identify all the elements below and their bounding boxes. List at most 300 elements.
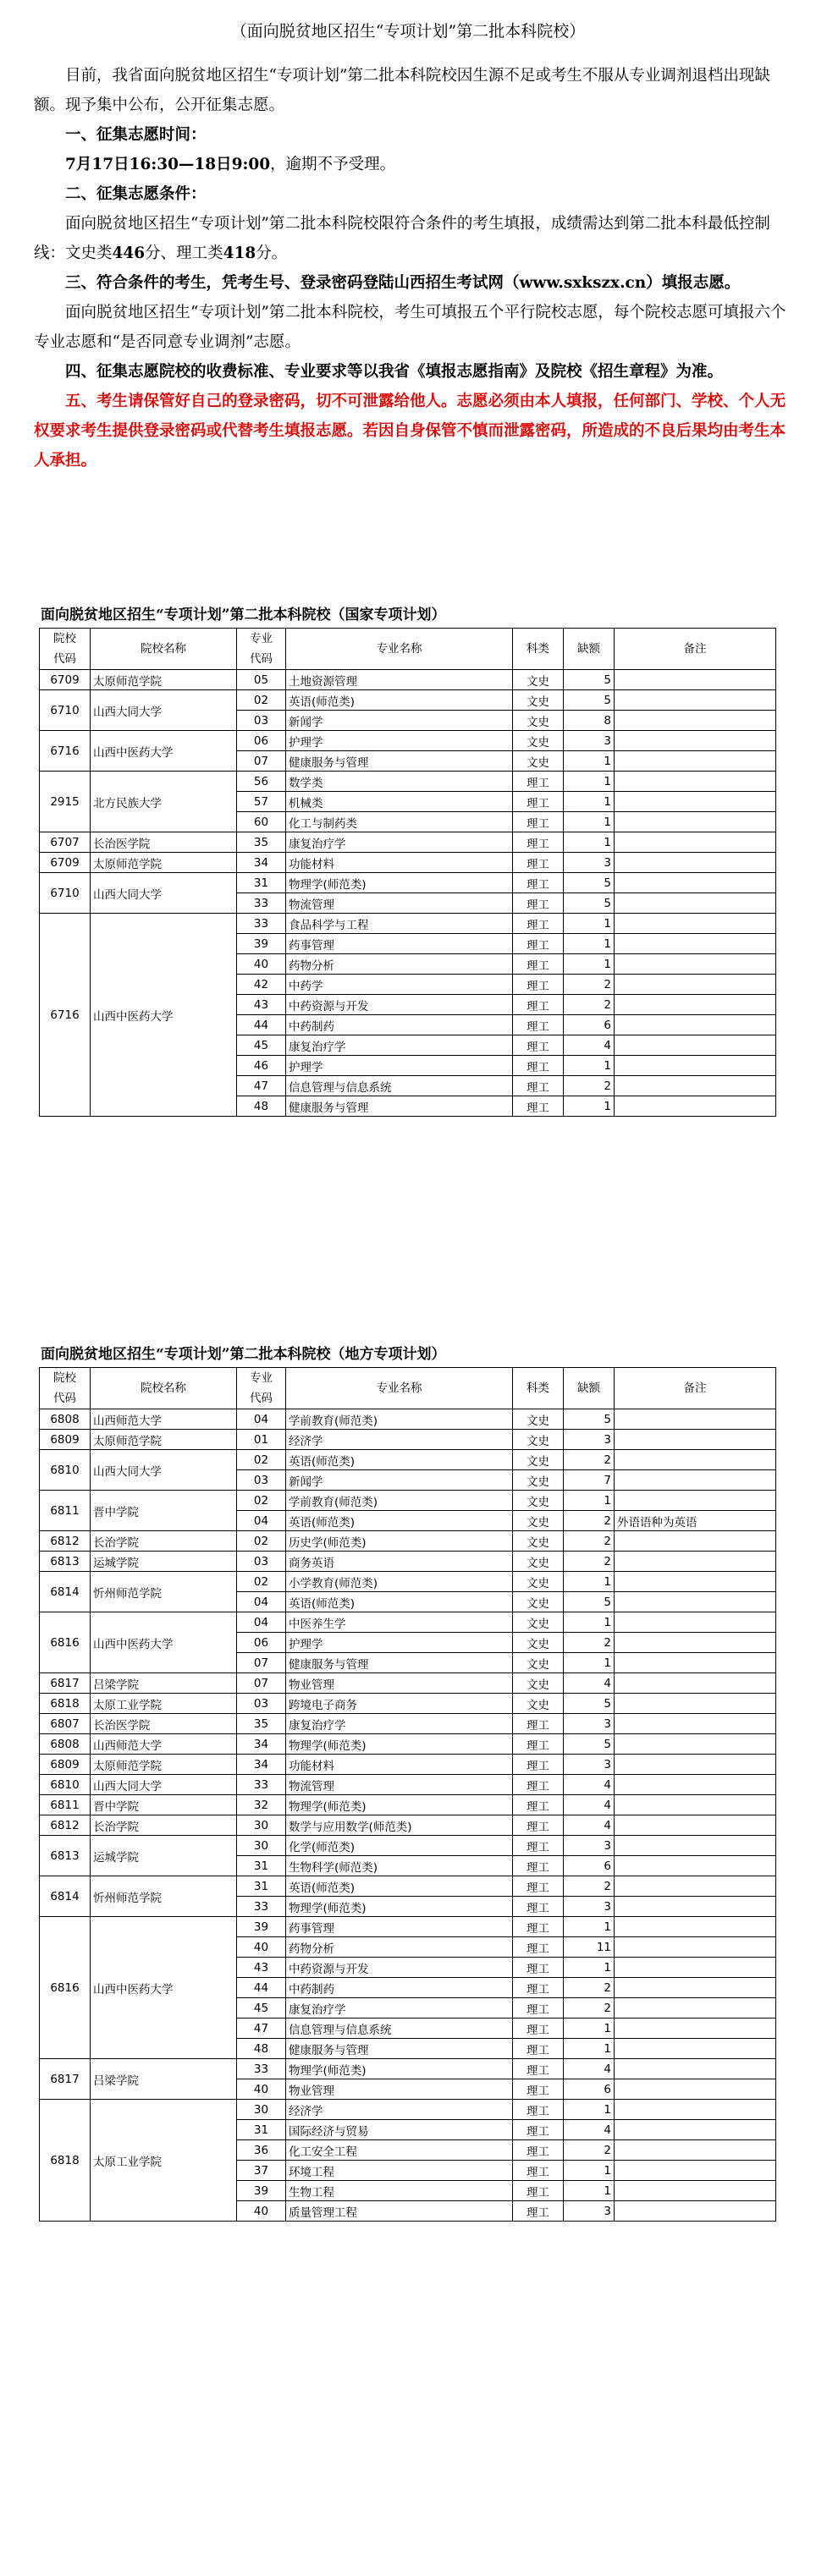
note-cell bbox=[615, 1694, 776, 1714]
major-code-cell: 33 bbox=[237, 914, 286, 934]
section-heading-fees: 四、征集志愿院校的收费标准、专业要求等以我省《填报志愿指南》及院校《招生章程》为准。 bbox=[65, 363, 724, 381]
major-name-cell: 跨境电子商务 bbox=[286, 1694, 513, 1714]
school-code-cell: 6814 bbox=[40, 1572, 91, 1612]
category-cell: 文史 bbox=[513, 1552, 564, 1572]
major-code-cell: 02 bbox=[237, 690, 286, 711]
quota-cell: 5 bbox=[564, 690, 615, 711]
note-cell bbox=[615, 1572, 776, 1592]
note-cell bbox=[615, 1015, 776, 1035]
category-cell: 文史 bbox=[513, 1694, 564, 1714]
school-name-cell: 长治学院 bbox=[91, 1815, 237, 1836]
note-cell bbox=[615, 975, 776, 995]
major-name-cell: 数学与应用数学(师范类) bbox=[286, 1815, 513, 1836]
section-heading-conditions: 二、征集志愿条件： bbox=[65, 185, 207, 203]
table-row bbox=[40, 1409, 776, 1430]
table-row bbox=[40, 1552, 776, 1572]
header-category: 科类 bbox=[513, 629, 564, 670]
table-row bbox=[40, 1775, 776, 1795]
note-cell bbox=[615, 2140, 776, 2161]
school-code-cell: 6812 bbox=[40, 1531, 91, 1552]
category-cell: 理工 bbox=[513, 1937, 564, 1958]
major-name-cell: 经济学 bbox=[286, 2100, 513, 2120]
major-name-cell: 物流管理 bbox=[286, 893, 513, 914]
table-row bbox=[40, 1694, 776, 1714]
major-code-cell: 47 bbox=[237, 2019, 286, 2039]
note-cell bbox=[615, 1673, 776, 1694]
major-name-cell: 新闻学 bbox=[286, 711, 513, 731]
school-name-cell: 晋中学院 bbox=[91, 1491, 237, 1531]
category-cell: 理工 bbox=[513, 2181, 564, 2201]
major-name-cell: 药物分析 bbox=[286, 1937, 513, 1958]
intro-paragraph-1: 目前，我省面向脱贫地区招生“专项计划”第二批本科院校因生源不足或考生不服从专业调剂退档出现缺额。现予集中公布，公开征集志愿。 bbox=[34, 67, 770, 114]
school-name-cell: 山西师范大学 bbox=[91, 1409, 237, 1430]
category-cell: 理工 bbox=[513, 1856, 564, 1876]
major-code-cell: 39 bbox=[237, 934, 286, 954]
quota-cell: 1 bbox=[564, 2181, 615, 2201]
school-code-cell: 2915 bbox=[40, 772, 91, 832]
major-name-cell: 健康服务与管理 bbox=[286, 2039, 513, 2059]
category-cell: 理工 bbox=[513, 1035, 564, 1056]
header-quota: 缺额 bbox=[564, 1368, 615, 1409]
note-cell bbox=[615, 1734, 776, 1755]
category-cell: 理工 bbox=[513, 1815, 564, 1836]
quota-cell: 1 bbox=[564, 2039, 615, 2059]
quota-cell: 2 bbox=[564, 1531, 615, 1552]
major-code-cell: 30 bbox=[237, 2100, 286, 2120]
major-name-cell: 经济学 bbox=[286, 1430, 513, 1450]
major-name-cell: 学前教育(师范类) bbox=[286, 1409, 513, 1430]
category-cell: 文史 bbox=[513, 1470, 564, 1491]
school-name-cell: 山西中医药大学 bbox=[91, 914, 237, 1117]
header-major-code: 专业 代码 bbox=[237, 1368, 286, 1409]
major-code-cell: 42 bbox=[237, 975, 286, 995]
quota-cell: 1 bbox=[564, 1612, 615, 1633]
school-code-cell: 6707 bbox=[40, 832, 91, 853]
quota-cell: 1 bbox=[564, 1917, 615, 1937]
quota-cell: 2 bbox=[564, 1633, 615, 1653]
school-name-cell: 忻州师范学院 bbox=[91, 1876, 237, 1917]
major-code-cell: 05 bbox=[237, 670, 286, 690]
quota-cell: 6 bbox=[564, 2079, 615, 2100]
school-code-cell: 6709 bbox=[40, 670, 91, 690]
major-name-cell: 中医养生学 bbox=[286, 1612, 513, 1633]
category-cell: 理工 bbox=[513, 1775, 564, 1795]
note-cell bbox=[615, 670, 776, 690]
category-cell: 理工 bbox=[513, 2059, 564, 2079]
table-row bbox=[40, 1795, 776, 1815]
major-code-cell: 01 bbox=[237, 1430, 286, 1450]
school-name-cell: 山西大同大学 bbox=[91, 873, 237, 914]
school-code-cell: 6813 bbox=[40, 1836, 91, 1876]
major-code-cell: 04 bbox=[237, 1612, 286, 1633]
section-heading-time: 一、征集志愿时间： bbox=[65, 126, 207, 144]
major-name-cell: 英语(师范类) bbox=[286, 1450, 513, 1470]
category-cell: 理工 bbox=[513, 1755, 564, 1775]
school-name-cell: 运城学院 bbox=[91, 1836, 237, 1876]
major-name-cell: 健康服务与管理 bbox=[286, 1653, 513, 1673]
table-row bbox=[40, 1815, 776, 1836]
header-school-name: 院校名称 bbox=[91, 1368, 237, 1409]
school-code-cell: 6809 bbox=[40, 1430, 91, 1450]
table-row bbox=[40, 1612, 776, 1633]
quota-cell: 3 bbox=[564, 1430, 615, 1450]
category-cell: 理工 bbox=[513, 1056, 564, 1076]
major-code-cell: 31 bbox=[237, 873, 286, 893]
major-code-cell: 33 bbox=[237, 2059, 286, 2079]
category-cell: 理工 bbox=[513, 1917, 564, 1937]
category-cell: 文史 bbox=[513, 690, 564, 711]
category-cell: 理工 bbox=[513, 2201, 564, 2222]
note-cell bbox=[615, 731, 776, 751]
category-cell: 理工 bbox=[513, 873, 564, 893]
school-name-cell: 山西中医药大学 bbox=[91, 1917, 237, 2059]
quota-cell: 1 bbox=[564, 772, 615, 792]
note-cell bbox=[615, 1450, 776, 1470]
quota-cell: 2 bbox=[564, 1978, 615, 1998]
quota-cell: 1 bbox=[564, 1958, 615, 1978]
quota-cell: 6 bbox=[564, 1856, 615, 1876]
category-cell: 理工 bbox=[513, 1076, 564, 1096]
quota-cell: 5 bbox=[564, 670, 615, 690]
note-cell bbox=[615, 1937, 776, 1958]
major-code-cell: 32 bbox=[237, 1795, 286, 1815]
ligong-score: 418 bbox=[223, 244, 256, 262]
major-name-cell: 食品科学与工程 bbox=[286, 914, 513, 934]
quota-cell: 1 bbox=[564, 2161, 615, 2181]
category-cell: 文史 bbox=[513, 731, 564, 751]
major-name-cell: 药事管理 bbox=[286, 1917, 513, 1937]
major-code-cell: 02 bbox=[237, 1572, 286, 1592]
major-name-cell: 健康服务与管理 bbox=[286, 1096, 513, 1117]
major-name-cell: 护理学 bbox=[286, 1056, 513, 1076]
school-name-cell: 太原师范学院 bbox=[91, 1755, 237, 1775]
national-plan-table bbox=[39, 628, 776, 1117]
quota-cell: 5 bbox=[564, 1694, 615, 1714]
major-code-cell: 34 bbox=[237, 1734, 286, 1755]
major-name-cell: 中药制药 bbox=[286, 1015, 513, 1035]
table-row bbox=[40, 1572, 776, 1592]
category-cell: 理工 bbox=[513, 2019, 564, 2039]
quota-cell: 5 bbox=[564, 1734, 615, 1755]
major-name-cell: 信息管理与信息系统 bbox=[286, 2019, 513, 2039]
category-cell: 理工 bbox=[513, 1958, 564, 1978]
note-cell bbox=[615, 2181, 776, 2201]
major-code-cell: 35 bbox=[237, 1714, 286, 1734]
major-name-cell: 物流管理 bbox=[286, 1775, 513, 1795]
category-cell: 理工 bbox=[513, 2100, 564, 2120]
school-code-cell: 6716 bbox=[40, 731, 91, 772]
header-quota: 缺额 bbox=[564, 629, 615, 670]
school-code-cell: 6816 bbox=[40, 1612, 91, 1673]
major-code-cell: 39 bbox=[237, 2181, 286, 2201]
table1-title: 面向脱贫地区招生“专项计划”第二批本科院校（国家专项计划） bbox=[41, 607, 446, 623]
major-code-cell: 31 bbox=[237, 1876, 286, 1897]
major-name-cell: 土地资源管理 bbox=[286, 670, 513, 690]
note-cell bbox=[615, 1096, 776, 1117]
category-cell: 理工 bbox=[513, 1836, 564, 1856]
note-cell bbox=[615, 2019, 776, 2039]
major-code-cell: 44 bbox=[237, 1015, 286, 1035]
table-row bbox=[40, 1917, 776, 1937]
school-code-cell: 6818 bbox=[40, 2100, 91, 2222]
major-code-cell: 03 bbox=[237, 711, 286, 731]
category-cell: 理工 bbox=[513, 975, 564, 995]
quota-cell: 2 bbox=[564, 1876, 615, 1897]
school-name-cell: 太原工业学院 bbox=[91, 2100, 237, 2222]
school-code-cell: 6810 bbox=[40, 1450, 91, 1491]
quota-cell: 5 bbox=[564, 1592, 615, 1612]
major-name-cell: 数学类 bbox=[286, 772, 513, 792]
major-code-cell: 06 bbox=[237, 1633, 286, 1653]
major-code-cell: 48 bbox=[237, 1096, 286, 1117]
major-name-cell: 物理学(师范类) bbox=[286, 2059, 513, 2079]
quota-cell: 1 bbox=[564, 1056, 615, 1076]
quota-cell: 1 bbox=[564, 934, 615, 954]
major-name-cell: 历史学(师范类) bbox=[286, 1531, 513, 1552]
note-cell bbox=[615, 690, 776, 711]
intro-text bbox=[34, 61, 796, 475]
table-row bbox=[40, 2100, 776, 2120]
quota-cell: 4 bbox=[564, 1815, 615, 1836]
major-code-cell: 33 bbox=[237, 1775, 286, 1795]
note-cell bbox=[615, 873, 776, 893]
category-cell: 文史 bbox=[513, 751, 564, 772]
major-code-cell: 33 bbox=[237, 1897, 286, 1917]
school-name-cell: 山西中医药大学 bbox=[91, 731, 237, 772]
school-code-cell: 6710 bbox=[40, 873, 91, 914]
major-code-cell: 04 bbox=[237, 1409, 286, 1430]
note-cell bbox=[615, 1795, 776, 1815]
header-school-code: 院校 代码 bbox=[40, 1368, 91, 1409]
table-row bbox=[40, 1755, 776, 1775]
major-name-cell: 药物分析 bbox=[286, 954, 513, 975]
quota-cell: 2 bbox=[564, 1076, 615, 1096]
category-cell: 理工 bbox=[513, 1998, 564, 2019]
quota-cell: 3 bbox=[564, 731, 615, 751]
major-name-cell: 化学(师范类) bbox=[286, 1836, 513, 1856]
major-name-cell: 康复治疗学 bbox=[286, 1998, 513, 2019]
major-name-cell: 生物科学(师范类) bbox=[286, 1856, 513, 1876]
major-name-cell: 英语(师范类) bbox=[286, 1876, 513, 1897]
major-name-cell: 英语(师范类) bbox=[286, 690, 513, 711]
quota-cell: 3 bbox=[564, 1714, 615, 1734]
category-cell: 文史 bbox=[513, 1491, 564, 1511]
major-name-cell: 物理学(师范类) bbox=[286, 1734, 513, 1755]
note-cell bbox=[615, 1917, 776, 1937]
table-row bbox=[40, 1734, 776, 1755]
major-name-cell: 物理学(师范类) bbox=[286, 1897, 513, 1917]
note-cell bbox=[615, 792, 776, 812]
major-code-cell: 34 bbox=[237, 853, 286, 873]
quota-cell: 4 bbox=[564, 2120, 615, 2140]
note-cell bbox=[615, 1612, 776, 1633]
major-name-cell: 环境工程 bbox=[286, 2161, 513, 2181]
note-cell bbox=[615, 1430, 776, 1450]
header-school-code: 院校 代码 bbox=[40, 629, 91, 670]
table-row bbox=[40, 1491, 776, 1511]
major-code-cell: 48 bbox=[237, 2039, 286, 2059]
quota-cell: 1 bbox=[564, 812, 615, 832]
major-name-cell: 物业管理 bbox=[286, 2079, 513, 2100]
category-cell: 文史 bbox=[513, 1572, 564, 1592]
major-name-cell: 物理学(师范类) bbox=[286, 1795, 513, 1815]
note-cell bbox=[615, 2079, 776, 2100]
table-row bbox=[40, 690, 776, 711]
quota-cell: 5 bbox=[564, 893, 615, 914]
major-code-cell: 40 bbox=[237, 2201, 286, 2222]
category-cell: 理工 bbox=[513, 1714, 564, 1734]
note-cell bbox=[615, 1978, 776, 1998]
note-cell bbox=[615, 1552, 776, 1572]
school-name-cell: 山西中医药大学 bbox=[91, 1612, 237, 1673]
major-name-cell: 化工安全工程 bbox=[286, 2140, 513, 2161]
category-cell: 文史 bbox=[513, 1450, 564, 1470]
quota-cell: 4 bbox=[564, 1035, 615, 1056]
major-code-cell: 07 bbox=[237, 751, 286, 772]
school-code-cell: 6808 bbox=[40, 1409, 91, 1430]
major-code-cell: 46 bbox=[237, 1056, 286, 1076]
category-cell: 文史 bbox=[513, 1653, 564, 1673]
major-name-cell: 中药资源与开发 bbox=[286, 1958, 513, 1978]
major-code-cell: 60 bbox=[237, 812, 286, 832]
major-code-cell: 02 bbox=[237, 1531, 286, 1552]
major-code-cell: 30 bbox=[237, 1815, 286, 1836]
school-code-cell: 6817 bbox=[40, 2059, 91, 2100]
table-row bbox=[40, 1673, 776, 1694]
quota-cell: 11 bbox=[564, 1937, 615, 1958]
school-name-cell: 太原工业学院 bbox=[91, 1694, 237, 1714]
major-code-cell: 04 bbox=[237, 1592, 286, 1612]
conditions-text-3: 分。 bbox=[256, 244, 288, 262]
major-name-cell: 信息管理与信息系统 bbox=[286, 1076, 513, 1096]
category-cell: 文史 bbox=[513, 1612, 564, 1633]
school-code-cell: 6813 bbox=[40, 1552, 91, 1572]
category-cell: 理工 bbox=[513, 1795, 564, 1815]
major-code-cell: 33 bbox=[237, 893, 286, 914]
school-name-cell: 吕梁学院 bbox=[91, 2059, 237, 2100]
category-cell: 理工 bbox=[513, 1096, 564, 1117]
major-code-cell: 06 bbox=[237, 731, 286, 751]
school-name-cell: 北方民族大学 bbox=[91, 772, 237, 832]
major-code-cell: 03 bbox=[237, 1552, 286, 1572]
school-name-cell: 运城学院 bbox=[91, 1552, 237, 1572]
major-name-cell: 国际经济与贸易 bbox=[286, 2120, 513, 2140]
table-row bbox=[40, 914, 776, 934]
quota-cell: 8 bbox=[564, 711, 615, 731]
category-cell: 文史 bbox=[513, 711, 564, 731]
major-name-cell: 药事管理 bbox=[286, 934, 513, 954]
quota-cell: 5 bbox=[564, 1409, 615, 1430]
note-cell bbox=[615, 2039, 776, 2059]
header-major-code: 专业 代码 bbox=[237, 629, 286, 670]
major-name-cell: 小学教育(师范类) bbox=[286, 1572, 513, 1592]
header-category: 科类 bbox=[513, 1368, 564, 1409]
school-code-cell: 6709 bbox=[40, 853, 91, 873]
note-cell bbox=[615, 1056, 776, 1076]
school-name-cell: 长治医学院 bbox=[91, 832, 237, 853]
conditions-text-2: 分、理工类 bbox=[145, 244, 223, 262]
note-cell bbox=[615, 1409, 776, 1430]
major-code-cell: 39 bbox=[237, 1917, 286, 1937]
major-name-cell: 质量管理工程 bbox=[286, 2201, 513, 2222]
note-cell bbox=[615, 1836, 776, 1856]
note-cell bbox=[615, 995, 776, 1015]
school-name-cell: 山西师范大学 bbox=[91, 1734, 237, 1755]
table-row bbox=[40, 2059, 776, 2079]
category-cell: 理工 bbox=[513, 995, 564, 1015]
quota-cell: 3 bbox=[564, 1897, 615, 1917]
table-row bbox=[40, 1430, 776, 1450]
category-cell: 理工 bbox=[513, 893, 564, 914]
school-code-cell: 6814 bbox=[40, 1876, 91, 1917]
school-name-cell: 长治学院 bbox=[91, 1531, 237, 1552]
school-code-cell: 6810 bbox=[40, 1775, 91, 1795]
warning-paragraph: 五、考生请保管好自己的登录密码，切不可泄露给他人。志愿必须由本人填报，任何部门、学校、个人无权要求考生提供登录密码或代替考生填报志愿。若因自身保管不慎而泄露密码，所造成的不良后果均由考生本人承担。 bbox=[34, 393, 786, 470]
school-code-cell: 6716 bbox=[40, 914, 91, 1117]
quota-cell: 1 bbox=[564, 792, 615, 812]
category-cell: 理工 bbox=[513, 2039, 564, 2059]
major-code-cell: 02 bbox=[237, 1450, 286, 1470]
table-row bbox=[40, 772, 776, 792]
table-row bbox=[40, 1876, 776, 1897]
category-cell: 文史 bbox=[513, 1409, 564, 1430]
table-row bbox=[40, 1714, 776, 1734]
note-cell bbox=[615, 1531, 776, 1552]
quota-cell: 2 bbox=[564, 1552, 615, 1572]
table-row bbox=[40, 1836, 776, 1856]
major-name-cell: 学前教育(师范类) bbox=[286, 1491, 513, 1511]
major-name-cell: 化工与制药类 bbox=[286, 812, 513, 832]
school-name-cell: 太原师范学院 bbox=[91, 853, 237, 873]
quota-cell: 2 bbox=[564, 975, 615, 995]
major-code-cell: 45 bbox=[237, 1035, 286, 1056]
major-code-cell: 34 bbox=[237, 1755, 286, 1775]
major-name-cell: 康复治疗学 bbox=[286, 1714, 513, 1734]
category-cell: 理工 bbox=[513, 2120, 564, 2140]
note-cell bbox=[615, 1897, 776, 1917]
school-name-cell: 忻州师范学院 bbox=[91, 1572, 237, 1612]
category-cell: 理工 bbox=[513, 1734, 564, 1755]
major-code-cell: 40 bbox=[237, 2079, 286, 2100]
category-cell: 理工 bbox=[513, 1978, 564, 1998]
major-code-cell: 47 bbox=[237, 1076, 286, 1096]
major-code-cell: 43 bbox=[237, 1958, 286, 1978]
quota-cell: 1 bbox=[564, 1572, 615, 1592]
table-row bbox=[40, 832, 776, 853]
header-major-name: 专业名称 bbox=[286, 629, 513, 670]
category-cell: 理工 bbox=[513, 2140, 564, 2161]
major-code-cell: 07 bbox=[237, 1673, 286, 1694]
quota-cell: 4 bbox=[564, 1795, 615, 1815]
note-cell bbox=[615, 893, 776, 914]
school-code-cell: 6809 bbox=[40, 1755, 91, 1775]
category-cell: 理工 bbox=[513, 1876, 564, 1897]
note-cell bbox=[615, 812, 776, 832]
quota-cell: 4 bbox=[564, 1775, 615, 1795]
major-code-cell: 40 bbox=[237, 954, 286, 975]
school-name-cell: 吕梁学院 bbox=[91, 1673, 237, 1694]
header-school-name: 院校名称 bbox=[91, 629, 237, 670]
quota-cell: 4 bbox=[564, 1673, 615, 1694]
major-name-cell: 功能材料 bbox=[286, 1755, 513, 1775]
note-cell bbox=[615, 1076, 776, 1096]
school-name-cell: 太原师范学院 bbox=[91, 1430, 237, 1450]
note-cell bbox=[615, 954, 776, 975]
major-name-cell: 康复治疗学 bbox=[286, 832, 513, 853]
category-cell: 理工 bbox=[513, 812, 564, 832]
note-cell bbox=[615, 2201, 776, 2222]
major-code-cell: 45 bbox=[237, 1998, 286, 2019]
